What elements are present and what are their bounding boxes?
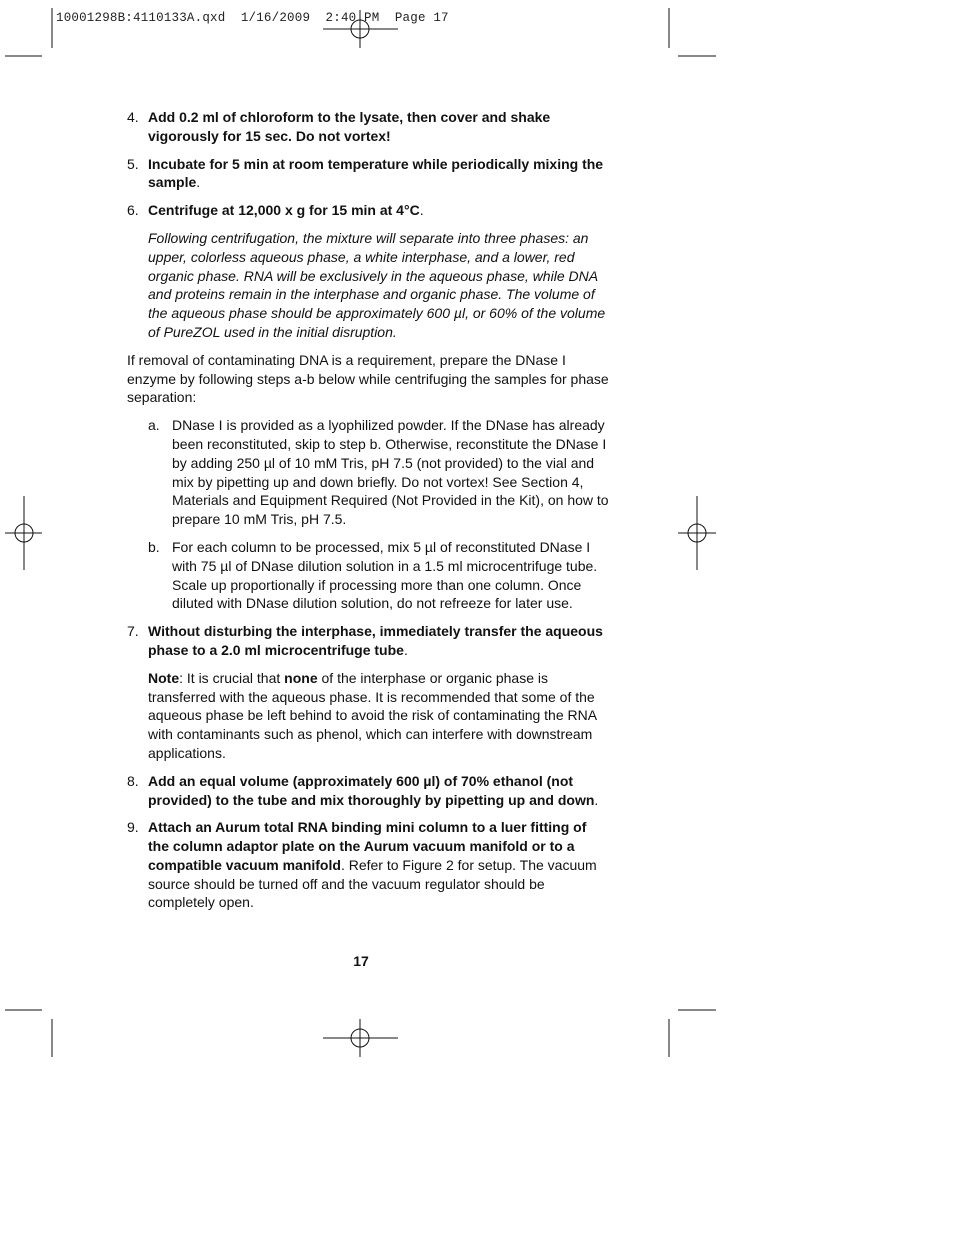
- step-number: 5.: [127, 155, 139, 172]
- step-6: [127, 201, 609, 220]
- step-9: [127, 818, 609, 912]
- substep-text: DNase I is provided as a lyophilized powder. If the DNase has already been reconstituted, skip to step b. Otherwise, reconstitute the DNase I by adding 250 µl of 10 mM Tris, pH 7.5 (not provided) to the vial and mix by pipetting up and down briefly. Do not vortex! See Section 4, Materials and Equipment Required (Not Provided in the Kit), on how to prepare 10 mM Tris, pH 7.5.: [172, 417, 609, 528]
- step-instruction: Add 0.2 ml of chloroform to the lysate, then cover and shake vigorously for 15 sec. Do not vortex!: [148, 109, 551, 144]
- step-instruction: Attach an Aurum total RNA binding mini column to a luer fitting of the column adaptor plate on the Aurum vacuum manifold or to a compatible vacuum manifold: [148, 819, 587, 873]
- registration-target-top: [323, 10, 398, 48]
- step-tail: . Refer to Figure 2 for setup. The vacuum source should be turned off and the vacuum regulator should be completely open.: [148, 856, 597, 911]
- registration-target-bottom: [323, 1019, 398, 1057]
- substep-a: [127, 416, 609, 529]
- page-body: [127, 108, 609, 921]
- file-slug-line: 10001298B:4110133A.qxd 1/16/2009 2:40 PM Page 17: [56, 11, 449, 25]
- step-6-note: Following centrifugation, the mixture will separate into three phases: an upper, colorless aqueous phase, a white interphase, and a lower, red organic phase. RNA will be exclusively in the aqueous phase, while DNA and proteins remain in the interphase and organic phase. The volume of the aqueous phase should be approximately 600 µl, or 60% of the volume of PureZOL used in the initial disruption.: [148, 229, 606, 340]
- step-5: [127, 155, 609, 193]
- step-number: 7.: [127, 623, 139, 640]
- note-text-2: of the interphase or organic phase is transferred with the aqueous phase. It is recommended that some of the aqueous phase be left behind to avoid the risk of contaminating the RNA with contaminants such as phenol, which can interfere with downstream applications.: [148, 669, 597, 761]
- step-instruction: Add an equal volume (approximately 600 µl) of 70% ethanol (not provided) to the tube and mix thoroughly by pipetting up and down: [148, 772, 595, 808]
- step-7-note: [148, 669, 609, 763]
- note-label: Note: [148, 669, 180, 686]
- step-tail: .: [594, 791, 599, 808]
- step-instruction: Centrifuge at 12,000 x g for 15 min at 4°C: [148, 202, 420, 219]
- step-4: [127, 108, 609, 146]
- page-number: 17: [353, 953, 369, 969]
- substep-text: For each column to be processed, mix 5 µl of reconstituted DNase I with 75 µl of DNase dilution solution in a 1.5 ml microcentrifuge tube. Scale up proportionally if processing more than one column. Once diluted with DNase dilution solution, do not refreeze for later use.: [172, 538, 598, 612]
- step-number: 8.: [127, 772, 139, 789]
- step-instruction: Incubate for 5 min at room temperature while periodically mixing the sample: [148, 155, 604, 191]
- note-text-1: : It is crucial that: [179, 669, 285, 686]
- step-instruction: Without disturbing the interphase, immediately transfer the aqueous phase to a 2.0 ml microcentrifuge tube: [148, 623, 603, 658]
- registration-target-right: [678, 496, 716, 570]
- step-number: 4.: [127, 109, 139, 125]
- step-tail: .: [419, 202, 424, 219]
- step-tail: .: [196, 174, 201, 191]
- step-number: 9.: [127, 819, 139, 836]
- registration-target-left: [5, 496, 42, 570]
- substep-b: [127, 538, 609, 613]
- note-emphasis: none: [284, 669, 318, 686]
- step-number: 6.: [127, 202, 139, 219]
- substep-letter: b.: [148, 538, 160, 555]
- dnase-intro-paragraph: If removal of contaminating DNA is a requirement, prepare the DNase I enzyme by following steps a-b below while centrifuging the samples for phase separation:: [127, 351, 609, 406]
- step-8: [127, 772, 609, 810]
- step-tail: .: [403, 641, 408, 658]
- substep-letter: a.: [148, 417, 160, 434]
- step-7: [127, 622, 609, 660]
